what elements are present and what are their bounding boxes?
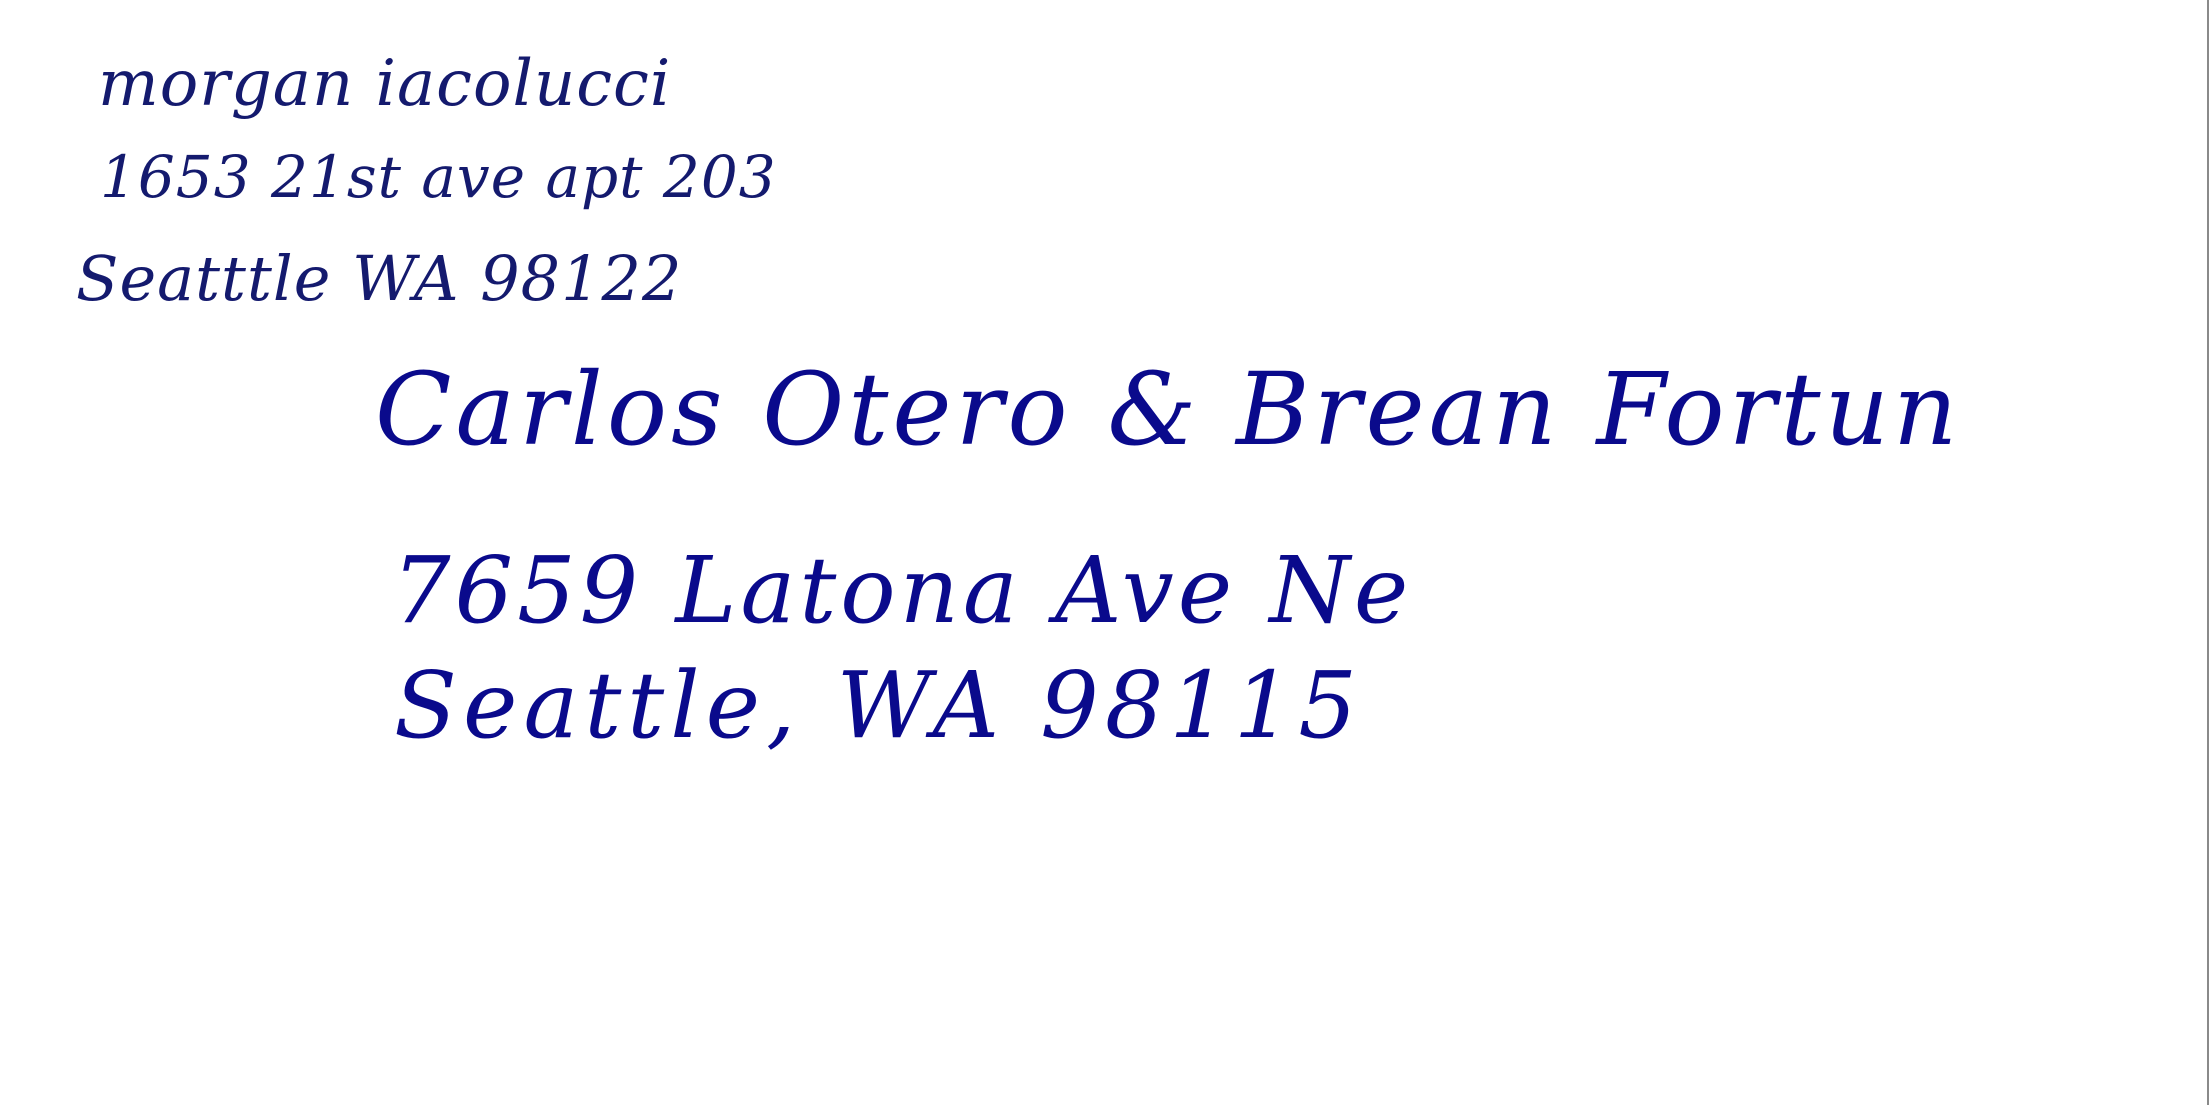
return-city-state-zip: Seatttle WA 98122	[76, 242, 683, 315]
recipient-street: 7659 Latona Ave Ne	[392, 537, 1413, 644]
recipient-name: Carlos Otero & Brean Fortun	[375, 351, 1962, 468]
return-street: 1653 21st ave apt 203	[100, 143, 777, 211]
return-name: morgan iacolucci	[98, 47, 672, 121]
recipient-city-state-zip: Seattle, WA 98115	[394, 652, 1363, 759]
